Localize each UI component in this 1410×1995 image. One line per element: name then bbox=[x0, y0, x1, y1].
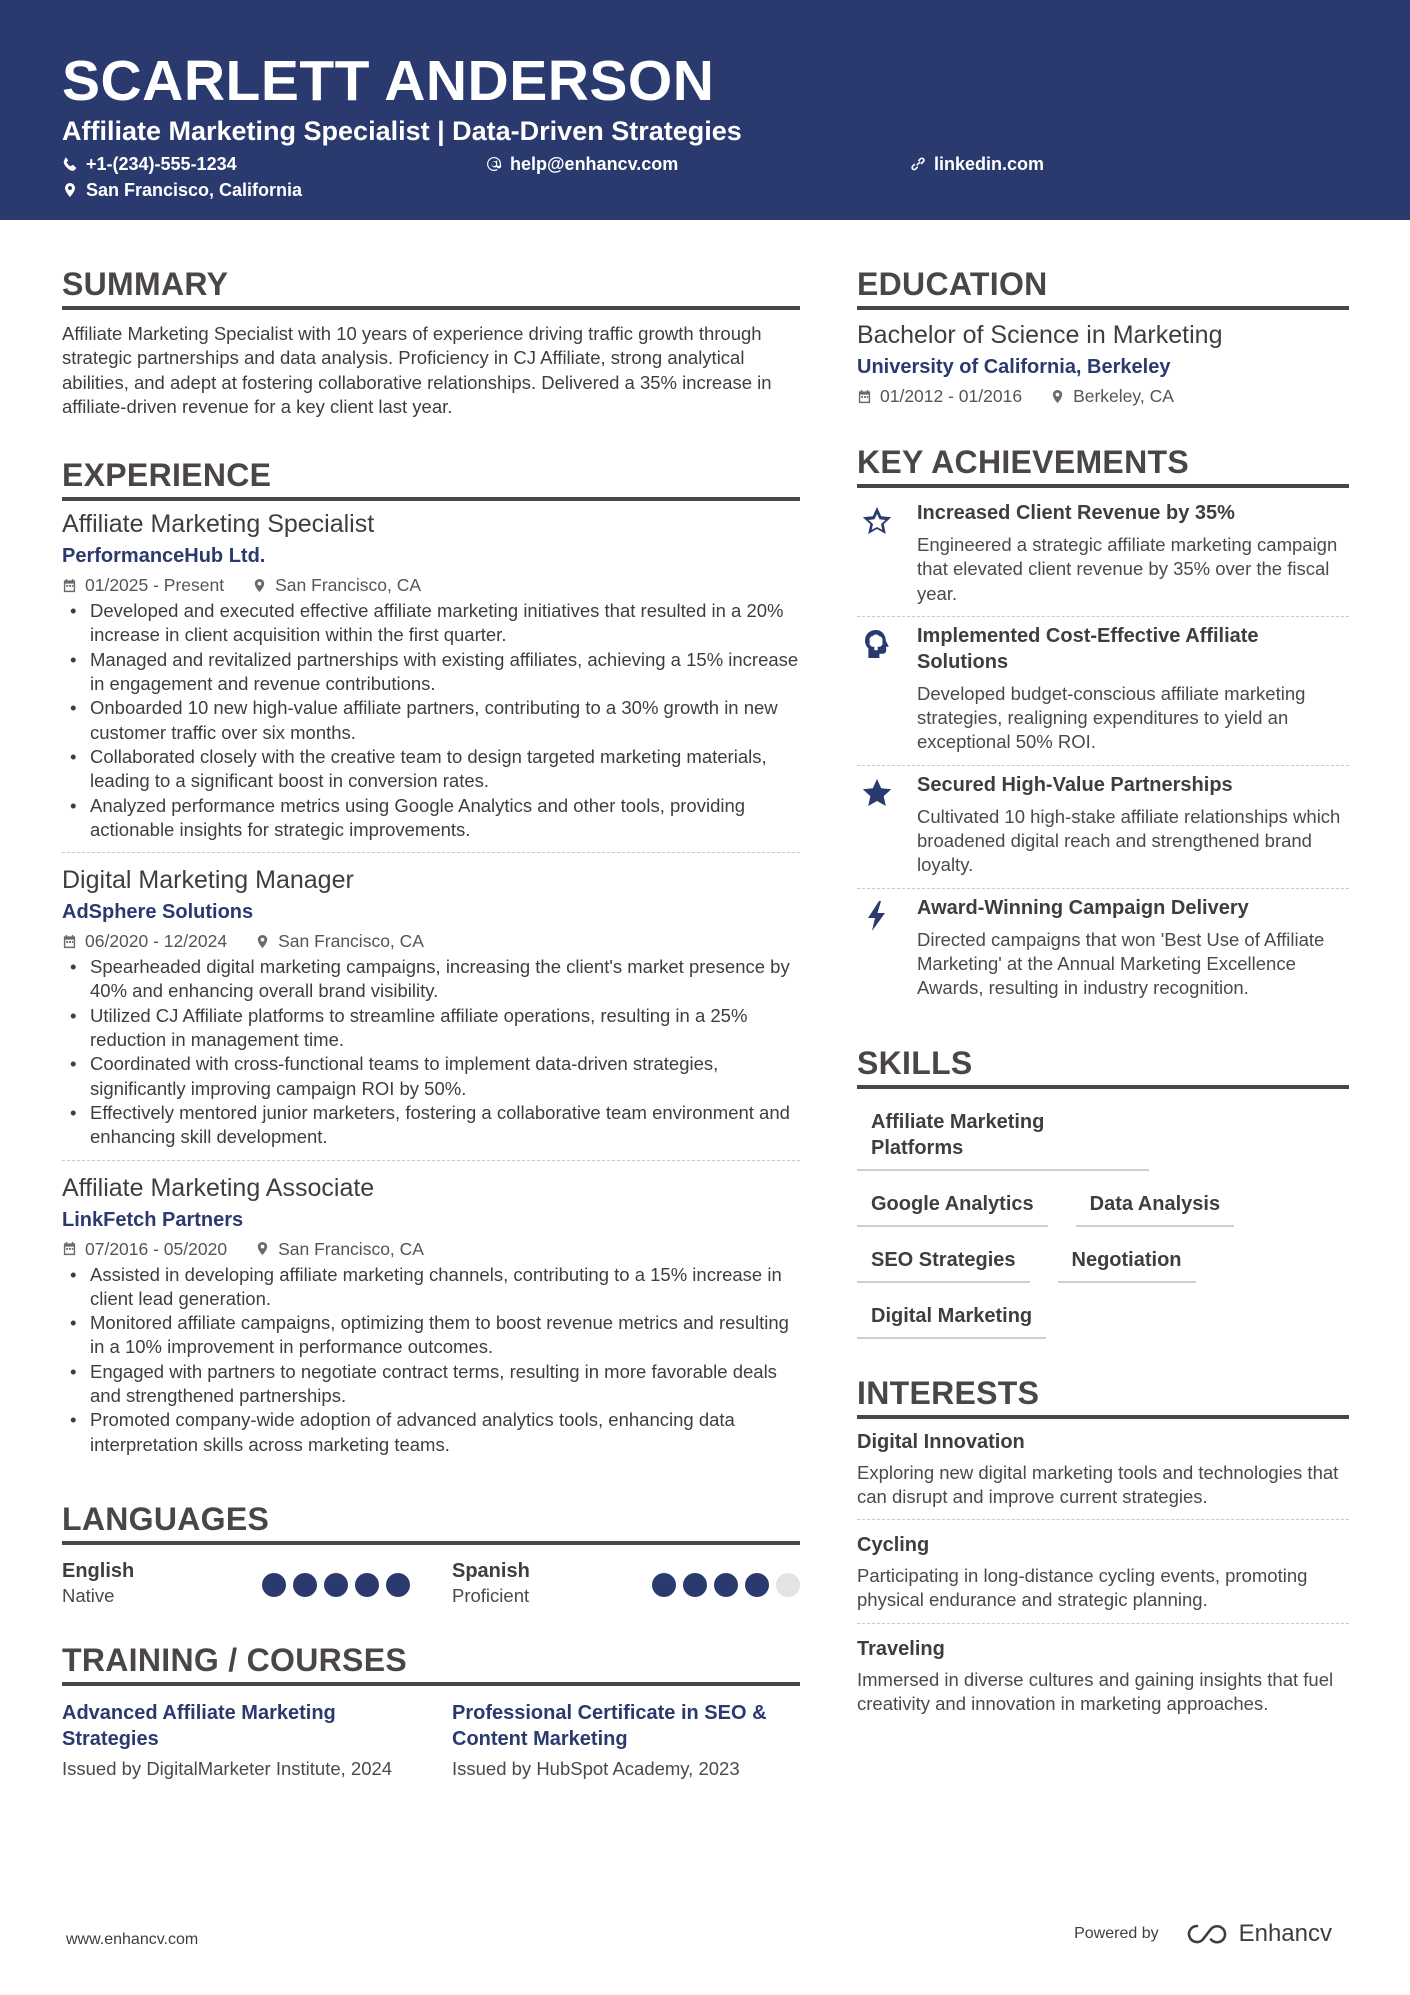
job-bullets bbox=[62, 1263, 800, 1457]
rating-dot-filled bbox=[293, 1573, 317, 1597]
course-list bbox=[62, 1700, 800, 1781]
course-title: Professional Certificate in SEO & Content Marketing bbox=[452, 1701, 767, 1750]
achievement-body bbox=[917, 772, 1349, 878]
brand-name: Enhancv bbox=[1238, 1920, 1332, 1947]
achievement-desc: Cultivated 10 high-stake affiliate relationships which broadened digital reach and strengthened brand loyalty. bbox=[917, 805, 1341, 876]
achievement-title: Implemented Cost-Effective Affiliate Solutions bbox=[917, 624, 1259, 673]
contact-email[interactable] bbox=[486, 152, 678, 176]
job-bullet: • Promoted company-wide adoption of advanced analytics tools, enhancing data interpretation skills across marketing teams. bbox=[62, 1408, 800, 1457]
language-level: Proficient bbox=[452, 1584, 530, 1606]
achievement-title: Increased Client Revenue by 35% bbox=[917, 502, 1235, 524]
location-pin-icon bbox=[1050, 389, 1065, 404]
interest-desc: Exploring new digital marketing tools and technologies that can disrupt and improve current strategies. bbox=[857, 1461, 1339, 1507]
job-dates bbox=[62, 1235, 227, 1263]
location-pin-icon bbox=[62, 182, 78, 198]
star-icon bbox=[860, 776, 894, 810]
rating-dot-filled bbox=[683, 1573, 707, 1597]
course-issuer: Issued by DigitalMarketer Institute, 2024 bbox=[62, 1757, 393, 1779]
location-pin-icon bbox=[252, 578, 267, 593]
contact-info bbox=[62, 152, 1348, 206]
achievements-section bbox=[857, 440, 1349, 1011]
skills-heading: SKILLS bbox=[857, 1041, 1349, 1089]
company-name: AdSphere Solutions bbox=[62, 901, 254, 924]
enhancv-logo-icon bbox=[1185, 1921, 1231, 1947]
language-rating bbox=[652, 1573, 800, 1597]
skill-tag: Negotiation bbox=[1058, 1239, 1196, 1283]
candidate-name: SCARLETT ANDERSON bbox=[62, 49, 715, 113]
job-bullet: • Onboarded 10 new high-value affiliate partners, contributing to a 30% growth in new customer traffic over six months. bbox=[62, 696, 800, 745]
job-bullet: • Analyzed performance metrics using Google Analytics and other tools, providing actionable insights for strategic improvements. bbox=[62, 794, 800, 843]
languages-heading: LANGUAGES bbox=[62, 1497, 800, 1545]
achievement-item bbox=[857, 494, 1349, 617]
interest-list bbox=[857, 1427, 1349, 1727]
achievement-title: Secured High-Value Partnerships bbox=[917, 773, 1233, 796]
language-text bbox=[452, 1559, 530, 1608]
experience-heading: EXPERIENCE bbox=[62, 453, 800, 501]
achievements-heading: KEY ACHIEVEMENTS bbox=[857, 440, 1349, 488]
job-bullets bbox=[62, 599, 800, 842]
training-heading: TRAINING / COURSES bbox=[62, 1638, 800, 1686]
job-location bbox=[252, 571, 421, 599]
lightning-icon bbox=[860, 899, 894, 933]
job-meta bbox=[62, 927, 800, 955]
achievement-item bbox=[857, 617, 1349, 766]
education-meta bbox=[857, 382, 1349, 410]
brand-logo[interactable] bbox=[1185, 1920, 1332, 1948]
job-location bbox=[255, 1235, 424, 1263]
achievement-desc: Directed campaigns that won 'Best Use of Affiliate Marketing' at the Annual Marketing Excellence Awards, resulting in industry recognition. bbox=[917, 928, 1325, 999]
language-text bbox=[62, 1559, 134, 1608]
job-bullet: • Monitored affiliate campaigns, optimizing them to boost revenue metrics and resulting in a 10% improvement in performance outcomes. bbox=[62, 1311, 800, 1360]
location-pin-icon bbox=[255, 934, 270, 949]
education-school: University of California, Berkeley bbox=[857, 356, 1171, 378]
phone-icon bbox=[62, 156, 78, 172]
training-section bbox=[62, 1638, 800, 1781]
achievement-item bbox=[857, 889, 1349, 1011]
interest-title: Traveling bbox=[857, 1637, 945, 1660]
job-meta bbox=[62, 1235, 800, 1263]
achievement-icon-wrap bbox=[857, 772, 897, 878]
interests-section bbox=[857, 1371, 1349, 1727]
job-bullets bbox=[62, 955, 800, 1149]
education-section bbox=[857, 262, 1349, 410]
achievement-body bbox=[917, 895, 1349, 1001]
achievement-item bbox=[857, 766, 1349, 889]
interest-item bbox=[857, 1530, 1349, 1624]
rating-dot-filled bbox=[386, 1573, 410, 1597]
at-icon bbox=[486, 156, 502, 172]
education-dates bbox=[857, 382, 1022, 410]
job-location-text: San Francisco, CA bbox=[278, 1238, 424, 1259]
interest-desc: Immersed in diverse cultures and gaining insights that fuel creativity and innovation in marketing approaches. bbox=[857, 1668, 1334, 1715]
achievement-icon-wrap bbox=[857, 623, 897, 755]
interest-desc: Participating in long-distance cycling events, promoting physical endurance and strategic planning. bbox=[857, 1565, 1308, 1611]
experience-section bbox=[62, 453, 800, 1467]
company-name: PerformanceHub Ltd. bbox=[62, 545, 266, 568]
language-name: Spanish bbox=[452, 1559, 530, 1582]
job-list bbox=[62, 507, 800, 1467]
rating-dot-empty bbox=[776, 1573, 800, 1597]
rating-dot-filled bbox=[652, 1573, 676, 1597]
job-location bbox=[255, 927, 424, 955]
rating-dot-filled bbox=[355, 1573, 379, 1597]
achievement-body bbox=[917, 500, 1349, 606]
job-meta bbox=[62, 571, 800, 599]
rating-dot-filled bbox=[262, 1573, 286, 1597]
language-item bbox=[62, 1559, 410, 1608]
course-issuer: Issued by HubSpot Academy, 2023 bbox=[452, 1757, 740, 1779]
summary-section bbox=[62, 262, 800, 419]
skill-tag: Google Analytics bbox=[857, 1183, 1048, 1227]
footer-branding bbox=[1074, 1920, 1332, 1948]
calendar-icon bbox=[62, 1241, 77, 1256]
calendar-icon bbox=[62, 578, 77, 593]
company-name: LinkFetch Partners bbox=[62, 1208, 244, 1231]
course-item bbox=[62, 1700, 410, 1781]
head-brain-icon bbox=[860, 627, 894, 661]
interest-title: Digital Innovation bbox=[857, 1430, 1025, 1453]
contact-location bbox=[62, 178, 302, 202]
job-entry bbox=[62, 1171, 800, 1467]
rating-dot-filled bbox=[714, 1573, 738, 1597]
job-bullet: • Coordinated with cross-functional teams to implement data-driven strategies, significantly improving campaign ROI by 50%. bbox=[62, 1052, 800, 1101]
interest-item bbox=[857, 1634, 1349, 1727]
job-bullet: • Utilized CJ Affiliate platforms to streamline affiliate operations, resulting in a 25% reduction in management time. bbox=[62, 1004, 800, 1053]
education-degree: Bachelor of Science in Marketing bbox=[857, 321, 1223, 349]
languages-section bbox=[62, 1497, 800, 1608]
right-column bbox=[857, 262, 1349, 1760]
linkedin-text: linkedin.com bbox=[934, 154, 1045, 174]
language-rating bbox=[262, 1573, 410, 1597]
language-item bbox=[452, 1559, 800, 1608]
skill-tag: Digital Marketing bbox=[857, 1295, 1046, 1339]
job-dates bbox=[62, 927, 227, 955]
contact-phone[interactable] bbox=[62, 152, 237, 176]
job-bullet: • Spearheaded digital marketing campaigns, increasing the client's market presence by 40% and enhancing overall brand visibility. bbox=[62, 955, 800, 1004]
skill-tag: SEO Strategies bbox=[857, 1239, 1030, 1283]
location-pin-icon bbox=[255, 1241, 270, 1256]
job-entry bbox=[62, 507, 800, 853]
phone-text: +1-(234)-555-1234 bbox=[86, 154, 237, 174]
job-title: Digital Marketing Manager bbox=[62, 866, 354, 895]
education-heading: EDUCATION bbox=[857, 262, 1349, 310]
language-name: English bbox=[62, 1559, 135, 1582]
achievement-list bbox=[857, 494, 1349, 1011]
skill-tag: Data Analysis bbox=[1076, 1183, 1234, 1227]
interest-item bbox=[857, 1427, 1349, 1521]
job-location-text: San Francisco, CA bbox=[275, 575, 422, 596]
calendar-icon bbox=[62, 934, 77, 949]
education-dates-text: 01/2012 - 01/2016 bbox=[880, 386, 1023, 406]
job-dates-text: 06/2020 - 12/2024 bbox=[85, 931, 228, 952]
job-title: Affiliate Marketing Specialist bbox=[62, 510, 375, 539]
education-location bbox=[1050, 382, 1174, 410]
education-location-text: Berkeley, CA bbox=[1073, 386, 1174, 406]
summary-text: Affiliate Marketing Specialist with 10 years of experience driving traffic growth through strategic partnerships and data analysis. Proficiency in CJ Affiliate, strong analytical abilities, and adept at fostering collaborative relationships. Delivered a 35% increase in affiliate-driven revenue for a key client last year. bbox=[62, 323, 772, 417]
email-text: help@enhancv.com bbox=[510, 154, 679, 174]
star-outline-icon bbox=[860, 504, 894, 538]
summary-heading: SUMMARY bbox=[62, 262, 800, 310]
resume-header bbox=[0, 0, 1410, 220]
achievement-body bbox=[917, 623, 1349, 755]
contact-linkedin[interactable] bbox=[910, 152, 1044, 176]
link-icon bbox=[910, 156, 926, 172]
job-dates-text: 07/2016 - 05/2020 bbox=[85, 1238, 228, 1259]
interest-title: Cycling bbox=[857, 1534, 930, 1557]
candidate-tagline: Affiliate Marketing Specialist | Data-Driven Strategies bbox=[62, 116, 742, 146]
job-location-text: San Francisco, CA bbox=[278, 931, 424, 952]
job-bullet: • Effectively mentored junior marketers, fostering a collaborative team environment and enhancing skill development. bbox=[62, 1101, 800, 1150]
job-bullet: • Assisted in developing affiliate marketing channels, contributing to a 15% increase in client lead generation. bbox=[62, 1263, 800, 1312]
left-column bbox=[62, 262, 800, 1815]
rating-dot-filled bbox=[745, 1573, 769, 1597]
job-title: Affiliate Marketing Associate bbox=[62, 1173, 375, 1202]
course-item bbox=[452, 1700, 800, 1781]
language-list bbox=[62, 1559, 800, 1608]
job-entry bbox=[62, 863, 800, 1160]
interests-heading: INTERESTS bbox=[857, 1371, 1349, 1419]
rating-dot-filled bbox=[324, 1573, 348, 1597]
achievement-icon-wrap bbox=[857, 895, 897, 1001]
job-bullet: • Engaged with partners to negotiate contract terms, resulting in more favorable deals and strengthened partnerships. bbox=[62, 1360, 800, 1409]
location-text: San Francisco, California bbox=[86, 180, 303, 200]
language-level: Native bbox=[62, 1584, 115, 1606]
job-dates-text: 01/2025 - Present bbox=[85, 575, 225, 596]
achievement-desc: Developed budget-conscious affiliate marketing strategies, realigning expenditures to yield an exceptional 50% ROI. bbox=[917, 682, 1306, 753]
job-bullet: • Collaborated closely with the creative team to design targeted marketing materials, leading to a significant boost in conversion rates. bbox=[62, 745, 800, 794]
job-dates bbox=[62, 571, 224, 599]
achievement-title: Award-Winning Campaign Delivery bbox=[917, 896, 1249, 919]
footer-website[interactable]: www.enhancv.com bbox=[66, 1931, 199, 1948]
powered-by-text: Powered by bbox=[1074, 1925, 1159, 1942]
job-bullet: • Developed and executed effective affiliate marketing initiatives that resulted in a 20% increase in client acquisition within the first quarter. bbox=[62, 599, 800, 648]
skills-section bbox=[857, 1041, 1349, 1339]
achievement-desc: Engineered a strategic affiliate marketing campaign that elevated client revenue by 35% over the fiscal year. bbox=[917, 534, 1338, 604]
achievement-icon-wrap bbox=[857, 500, 897, 606]
course-title: Advanced Affiliate Marketing Strategies bbox=[62, 1701, 336, 1750]
calendar-icon bbox=[857, 389, 872, 404]
skill-tag: Affiliate Marketing Platforms bbox=[857, 1101, 1149, 1171]
job-bullet: • Managed and revitalized partnerships with existing affiliates, achieving a 15% increase in engagement and revenue contributions. bbox=[62, 648, 800, 697]
skill-list bbox=[857, 1101, 1349, 1339]
